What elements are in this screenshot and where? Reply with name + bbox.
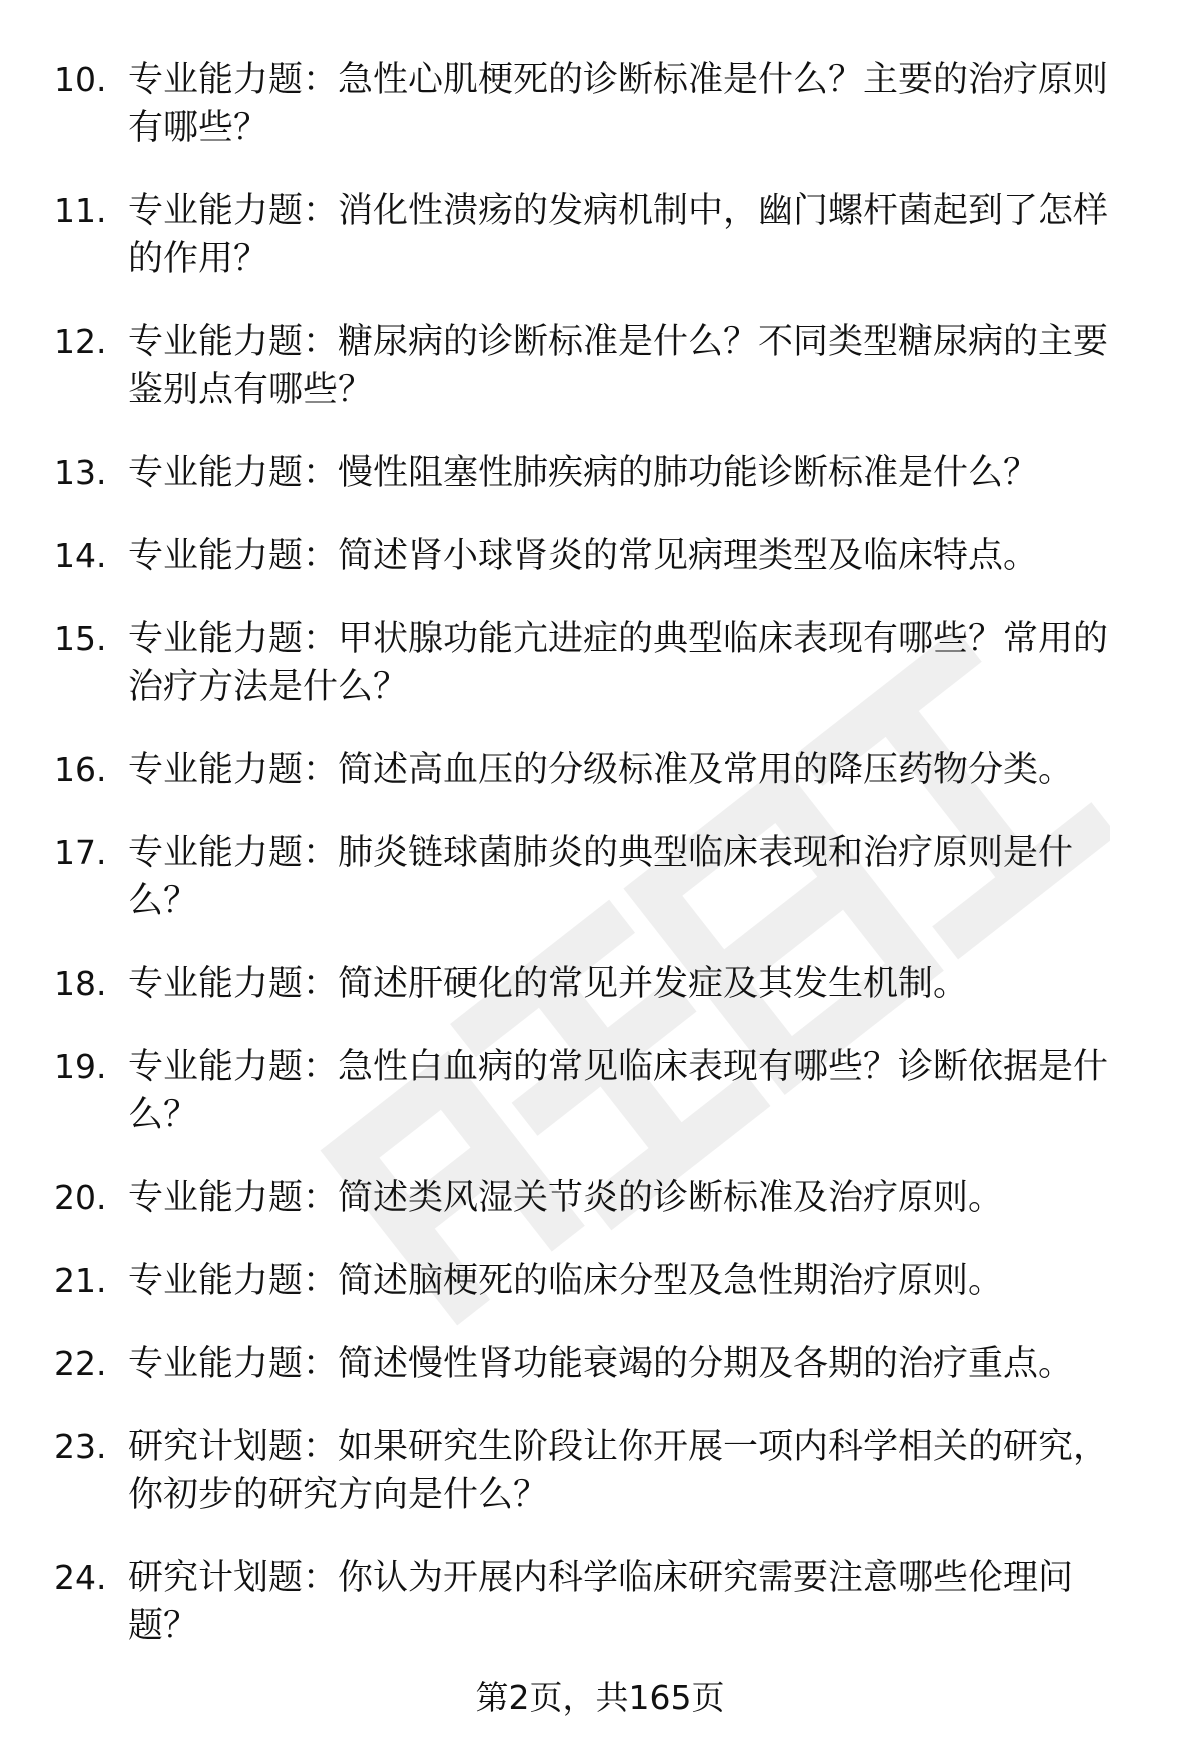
question-item [0, 1043, 1200, 1139]
question-text: 专业能力题：简述慢性肾功能衰竭的分期及各期的治疗重点。 [128, 1344, 1074, 1384]
question-text: 专业能力题：简述肾小球肾炎的常见病理类型及临床特点。 [128, 536, 1039, 576]
question-text: 专业能力题：简述高血压的分级标准及常用的降压药物分类。 [128, 750, 1074, 790]
question-number: 13. [54, 453, 107, 492]
question-text: 专业能力题：慢性阻塞性肺疾病的肺功能诊断标准是什么？ [128, 453, 1039, 493]
question-number: 10. [54, 60, 107, 99]
question-item [0, 187, 1200, 283]
question-number: 14. [54, 536, 107, 575]
question-number: 17. [54, 833, 107, 872]
question-number: 12. [54, 322, 107, 361]
question-text: 研究计划题：你认为开展内科学临床研究需要注意哪些伦理问题？ [128, 1558, 1074, 1646]
question-text: 专业能力题：糖尿病的诊断标准是什么？不同类型糖尿病的主要鉴别点有哪些？ [128, 322, 1109, 410]
question-number: 20. [54, 1178, 107, 1217]
question-text: 专业能力题：消化性溃疡的发病机制中，幽门螺杆菌起到了怎样的作用？ [128, 191, 1109, 279]
question-item [0, 829, 1200, 925]
question-item [0, 960, 1200, 1008]
question-item [0, 1174, 1200, 1222]
question-number: 19. [54, 1047, 107, 1086]
question-number: 23. [54, 1427, 107, 1466]
question-item [0, 318, 1200, 414]
question-text: 研究计划题：如果研究生阶段让你开展一项内科学相关的研究，你初步的研究方向是什么？ [128, 1427, 1109, 1515]
question-number: 16. [54, 750, 107, 789]
question-item [0, 1554, 1200, 1650]
question-text: 专业能力题：肺炎链球菌肺炎的典型临床表现和治疗原则是什么？ [128, 833, 1074, 921]
question-item [0, 746, 1200, 794]
question-text: 专业能力题：简述类风湿关节炎的诊断标准及治疗原则。 [128, 1178, 1004, 1218]
question-item [0, 1340, 1200, 1388]
question-list [0, 56, 1200, 1685]
question-number: 21. [54, 1261, 107, 1300]
question-item [0, 615, 1200, 711]
question-item [0, 56, 1200, 152]
question-item [0, 449, 1200, 497]
question-item [0, 1423, 1200, 1519]
page-number-footer: 第2页，共165页 [475, 1678, 725, 1717]
question-text: 专业能力题：甲状腺功能亢进症的典型临床表现有哪些？常用的治疗方法是什么？ [128, 619, 1109, 707]
question-text: 专业能力题：简述脑梗死的临床分型及急性期治疗原则。 [128, 1261, 1004, 1301]
question-text: 专业能力题：急性白血病的常见临床表现有哪些？诊断依据是什么？ [128, 1047, 1109, 1135]
question-text: 专业能力题：急性心肌梗死的诊断标准是什么？主要的治疗原则有哪些？ [128, 60, 1109, 148]
question-number: 24. [54, 1558, 107, 1597]
question-text: 专业能力题：简述肝硬化的常见并发症及其发生机制。 [128, 964, 969, 1004]
question-item [0, 532, 1200, 580]
question-number: 22. [54, 1344, 107, 1383]
question-number: 11. [54, 191, 107, 230]
question-number: 15. [54, 619, 107, 658]
question-number: 18. [54, 964, 107, 1003]
question-item [0, 1257, 1200, 1305]
